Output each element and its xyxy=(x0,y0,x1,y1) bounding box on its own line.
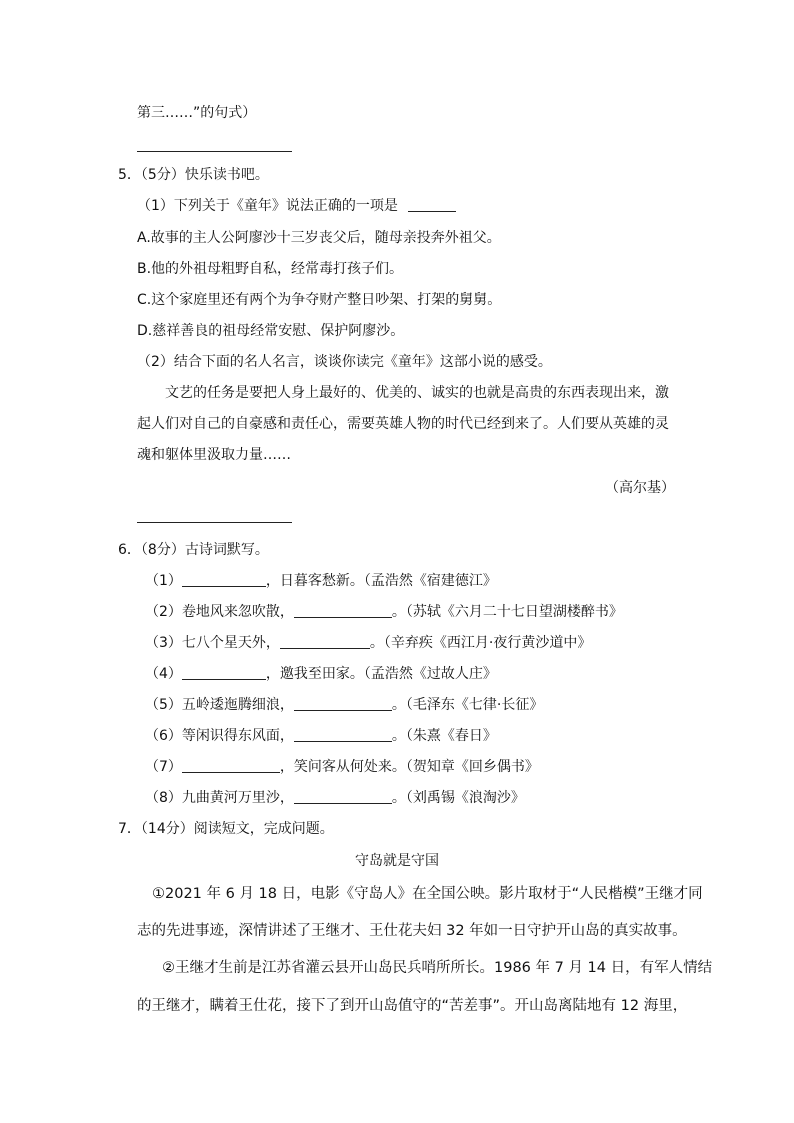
q6-item-7 xyxy=(145,757,539,777)
p2-line-2: 的王继才，瞒着王仕花，接下了到开山岛值守的“苦差事”。开山岛离陆地有 12 海里， xyxy=(137,998,688,1014)
q6-item-7-blank[interactable] xyxy=(182,758,280,773)
q6-item-5-blank[interactable] xyxy=(294,696,392,711)
q6-item-4-num: （4） xyxy=(145,666,182,682)
q6-item-6-before: 等闲识得东风面， xyxy=(181,728,294,744)
p2-line-1: ②王继才生前是江苏省灌云县开山岛民兵哨所所长。1986 年 7 月 14 日，有军人情结 xyxy=(162,960,713,976)
q6-item-8 xyxy=(145,788,525,808)
q6-item-4 xyxy=(145,664,497,684)
q6-item-1 xyxy=(145,571,497,591)
q6-item-2 xyxy=(145,602,623,622)
q6-item-8-blank[interactable] xyxy=(294,789,392,804)
q5-sub1-text: （1）下列关于《童年》说法正确的一项是 xyxy=(137,198,398,214)
q6-item-2-num: （2） xyxy=(145,604,182,620)
q6-item-6-after: 。（朱熹《春日》 xyxy=(391,728,497,744)
q6-item-3-after: 。（辛弃疾《西江月·夜行黄沙道中》 xyxy=(369,635,592,651)
q4-tail-text: 第三……”的句式） xyxy=(137,105,257,121)
q6-item-4-blank[interactable] xyxy=(182,665,266,680)
q6-item-7-num: （7） xyxy=(145,759,182,775)
q5-option-d: D.慈祥善良的祖母经常安慰、保护阿廖沙。 xyxy=(137,323,405,339)
passage-title: 守岛就是守国 xyxy=(355,853,439,869)
q5-header: 5．（5分）快乐读书吧。 xyxy=(118,167,269,183)
q5-option-b: B.他的外祖母粗野自私，经常毒打孩子们。 xyxy=(137,261,404,277)
q5-sub2: （2）结合下面的名人名言，谈谈你读完《童年》这部小说的感受。 xyxy=(137,354,552,370)
q6-item-1-after: ，日暮客愁新。（孟浩然《宿建德江》 xyxy=(265,573,497,589)
q6-item-8-before: 九曲黄河万里沙， xyxy=(181,790,294,806)
q6-item-5-before: 五岭逶迤腾细浪， xyxy=(181,697,294,713)
quote-line-1: 文艺的任务是要把人身上最好的、优美的、诚实的也就是高贵的东西表现出来，激 xyxy=(165,385,669,401)
q6-item-1-blank[interactable] xyxy=(182,572,266,587)
q6-item-2-before: 卷地风来忽吹散， xyxy=(181,604,294,620)
quote-line-3: 魂和躯体里汲取力量…… xyxy=(137,447,291,463)
q6-item-7-after: ，笑问客从何处来。（贺知章《回乡偶书》 xyxy=(279,759,539,775)
quote-author: （高尔基） xyxy=(605,480,675,496)
q7-header: 7．（14分）阅读短文，完成问题。 xyxy=(118,821,334,837)
q6-item-2-after: 。（苏轼《六月二十七日望湖楼醉书》 xyxy=(391,604,623,620)
quote-line-2: 起人们对自己的自豪感和责任心，需要英雄人物的时代已经到来了。人们要从英雄的灵 xyxy=(137,416,669,432)
p1-line-2: 志的先进事迹，深情讲述了王继才、王仕花夫妇 32 年如一日守护开山岛的真实故事。 xyxy=(137,923,687,939)
q6-item-6-blank[interactable] xyxy=(294,727,392,742)
q5-sub1-blank[interactable] xyxy=(408,197,456,212)
q5-option-c: C.这个家庭里还有两个为争夺财产整日吵架、打架的舅舅。 xyxy=(137,292,502,308)
q4-answer-line[interactable] xyxy=(137,151,292,152)
q6-item-5-num: （5） xyxy=(145,697,182,713)
q6-item-5-after: 。（毛泽东《七律·长征》 xyxy=(391,697,544,713)
q6-item-5 xyxy=(145,695,543,715)
q6-item-2-blank[interactable] xyxy=(294,603,392,618)
q5-sub1 xyxy=(137,196,456,216)
q6-item-8-after: 。（刘禹锡《浪淘沙》 xyxy=(391,790,525,806)
q6-item-6-num: （6） xyxy=(145,728,182,744)
q6-item-3 xyxy=(145,633,591,653)
q6-item-3-num: （3） xyxy=(145,635,182,651)
q6-item-3-blank[interactable] xyxy=(280,634,370,649)
q5-option-a: A.故事的主人公阿廖沙十三岁丧父后，随母亲投奔外祖父。 xyxy=(137,230,501,246)
q5-answer-line[interactable] xyxy=(137,522,292,523)
q6-item-3-before: 七八个星天外， xyxy=(181,635,280,651)
q6-item-6 xyxy=(145,726,497,746)
q6-item-4-after: ，邀我至田家。（孟浩然《过故人庄》 xyxy=(265,666,497,682)
p1-line-1: ①2021 年 6 月 18 日，电影《守岛人》在全国公映。影片取材于“人民楷模”王继才同 xyxy=(152,886,703,902)
q6-item-8-num: （8） xyxy=(145,790,182,806)
q6-header: 6．（8分）古诗词默写。 xyxy=(118,542,269,558)
q6-item-1-num: （1） xyxy=(145,573,182,589)
